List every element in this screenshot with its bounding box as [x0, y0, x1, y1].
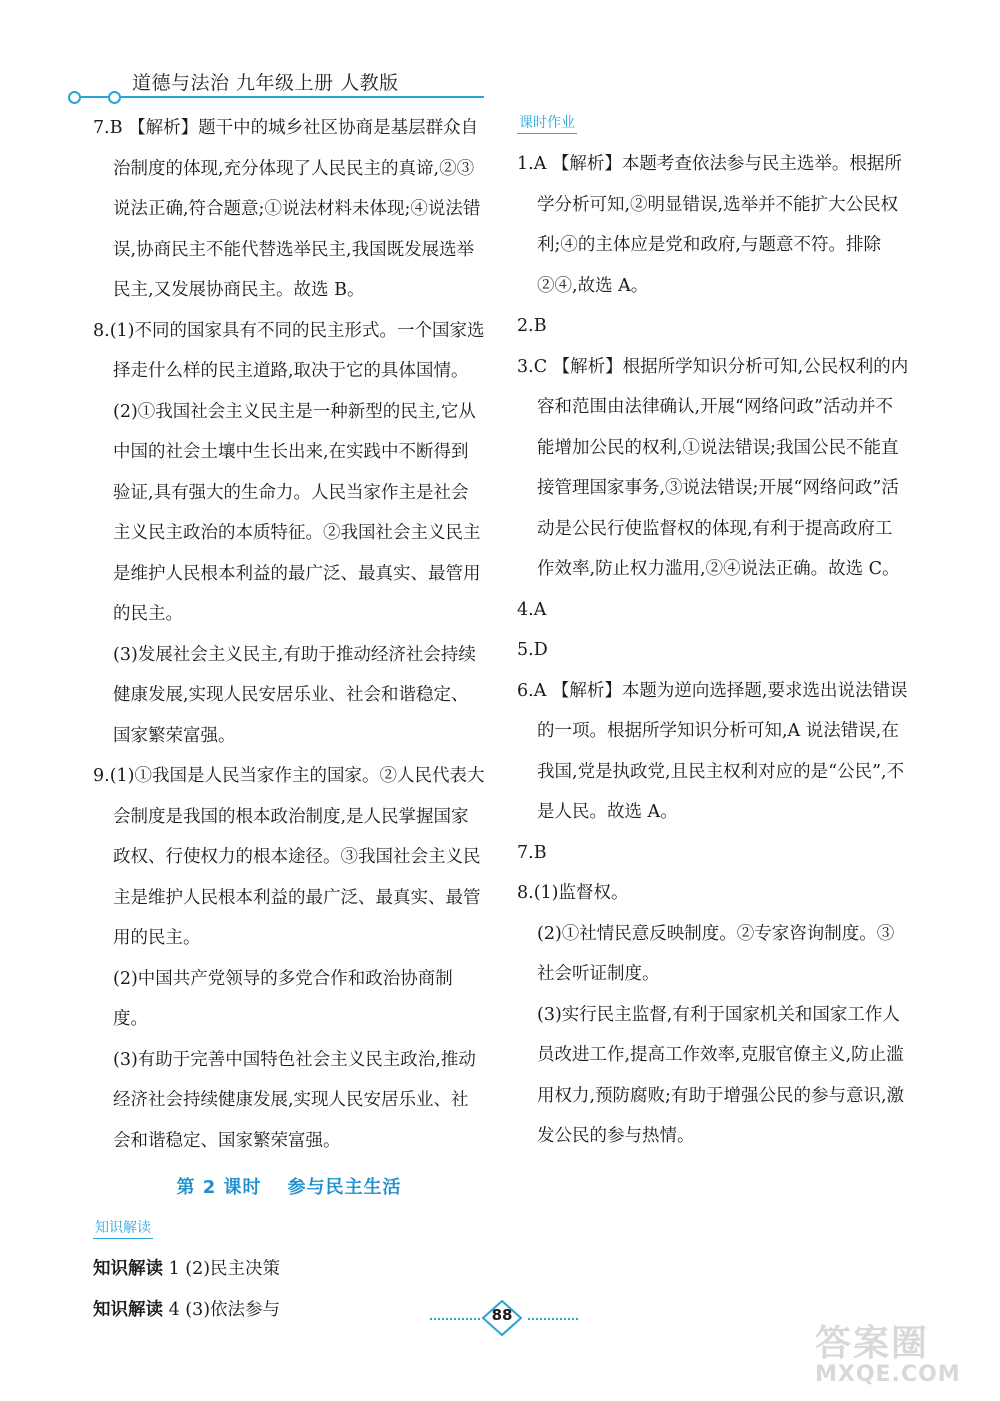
section-tag-homework: 课时作业: [517, 112, 577, 134]
header-title: 道德与法治 九年级上册 人教版: [132, 72, 399, 94]
answer-8-part-1: 8.(1)不同的国家具有不同的民主形式。一个国家选择走什么样的民主道路,取决于它的具体国情。: [93, 320, 485, 381]
answer-9-part-2: (2)中国共产党领导的多党合作和政治协商制度。: [113, 968, 453, 1029]
knowledge-item-4: [93, 1290, 485, 1331]
right-column: [517, 108, 909, 1157]
lesson-name: 参与民主生活: [287, 1177, 402, 1198]
homework-answer-5: 5.D: [517, 640, 548, 660]
header-dot-right: [108, 91, 121, 104]
lesson-number: 第 2 课时: [176, 1177, 262, 1198]
knowledge-item-1-label: 知识解读: [93, 1259, 163, 1279]
homework-answer-1: 1.A 【解析】本题考查依法参与民主选举。根据所学分析可知,②明显错误,选举并不能扩大公民权利;④的主体应是党和政府,与题意不符。排除②④,故选 A。: [517, 154, 902, 296]
answer-8-part-3: (3)发展社会主义民主,有助于推动经济社会持续健康发展,实现人民安居乐业、社会和谐稳定、国家繁荣富强。: [113, 644, 476, 746]
footer-dots-right: [528, 1318, 578, 1322]
section-tag-knowledge: 知识解读: [93, 1217, 153, 1239]
watermark-bottom-text: MXQE.COM: [815, 1362, 961, 1387]
header-rule: [74, 96, 484, 98]
homework-answer-8-part-3: (3)实行民主监督,有利于国家机关和国家工作人员改进工作,提高工作效率,克服官僚主义,防止滥用权力,预防腐败;有助于增强公民的参与意识,激发公民的参与热情。: [537, 1004, 905, 1146]
homework-answer-3: 3.C 【解析】根据所学知识分析可知,公民权利的内容和范围由法律确认,开展“网络问政”活动并不能增加公民的权利,①说法错误;我国公民不能直接管理国家事务,③说法错误;开展“网络问政”活动是公民行使监督权的体现,有利于提高政府工作效率,防止权力滥用,②④说法正确。故选 C。: [517, 356, 909, 579]
homework-answer-8-part-2: (2)①社情民意反映制度。②专家咨询制度。③社会听证制度。: [537, 923, 895, 984]
homework-answer-7: 7.B: [517, 842, 547, 863]
knowledge-item-4-text: 4 (3)依法参与: [163, 1299, 281, 1320]
lesson-title: [93, 1173, 485, 1199]
homework-answer-6: 6.A 【解析】本题为逆向选择题,要求选出说法错误的一项。根据所学知识分析可知,A 说法错误,在我国,党是执政党,且民主权利对应的是“公民”,不是人民。故选 A。: [517, 680, 908, 822]
left-column: [93, 108, 485, 1330]
page-footer: [430, 1300, 580, 1340]
knowledge-item-1-text: 1 (2)民主决策: [163, 1259, 281, 1279]
homework-answer-8-part-1: 8.(1)监督权。: [517, 883, 629, 903]
footer-dots-left: [430, 1318, 480, 1322]
page-number-badge: [482, 1300, 522, 1336]
answer-8-part-2: (2)①我国社会主义民主是一种新型的民主,它从中国的社会土壤中生长出来,在实践中不断得到验证,具有强大的生命力。人民当家作主是社会主义民主政治的本质特征。②我国社会主义民主是维护人民根本利益的最广泛、最真实、最管用的民主。: [113, 401, 481, 624]
answer-9-part-3: (3)有助于完善中国特色社会主义民主政治,推动经济社会持续健康发展,实现人民安居乐业、社会和谐稳定、国家繁荣富强。: [113, 1049, 476, 1151]
answer-7: 7.B 【解析】题干中的城乡社区协商是基层群众自治制度的体现,充分体现了人民民主的真谛,②③说法正确,符合题意;①说法材料未体现;④说法错误,协商民主不能代替选举民主,我国既发展选举民主,又发展协商民主。故选 B。: [93, 118, 481, 300]
page-header: [68, 64, 508, 114]
answer-9-part-1: 9.(1)①我国是人民当家作主的国家。②人民代表大会制度是我国的根本政治制度,是人民掌握国家政权、行使权力的根本途径。③我国社会主义民主是维护人民根本利益的最广泛、最真实、最管用的民主。: [93, 766, 485, 948]
homework-answer-2: 2.B: [517, 316, 547, 336]
watermark-top-text: 答案圈: [815, 1323, 930, 1364]
homework-answer-4: 4.A: [517, 599, 547, 620]
knowledge-item-1: [93, 1249, 485, 1290]
watermark-logo: [815, 1315, 990, 1395]
page-number: 88: [491, 1306, 513, 1324]
header-dot-left: [68, 91, 81, 104]
knowledge-item-4-label: 知识解读: [93, 1299, 163, 1320]
